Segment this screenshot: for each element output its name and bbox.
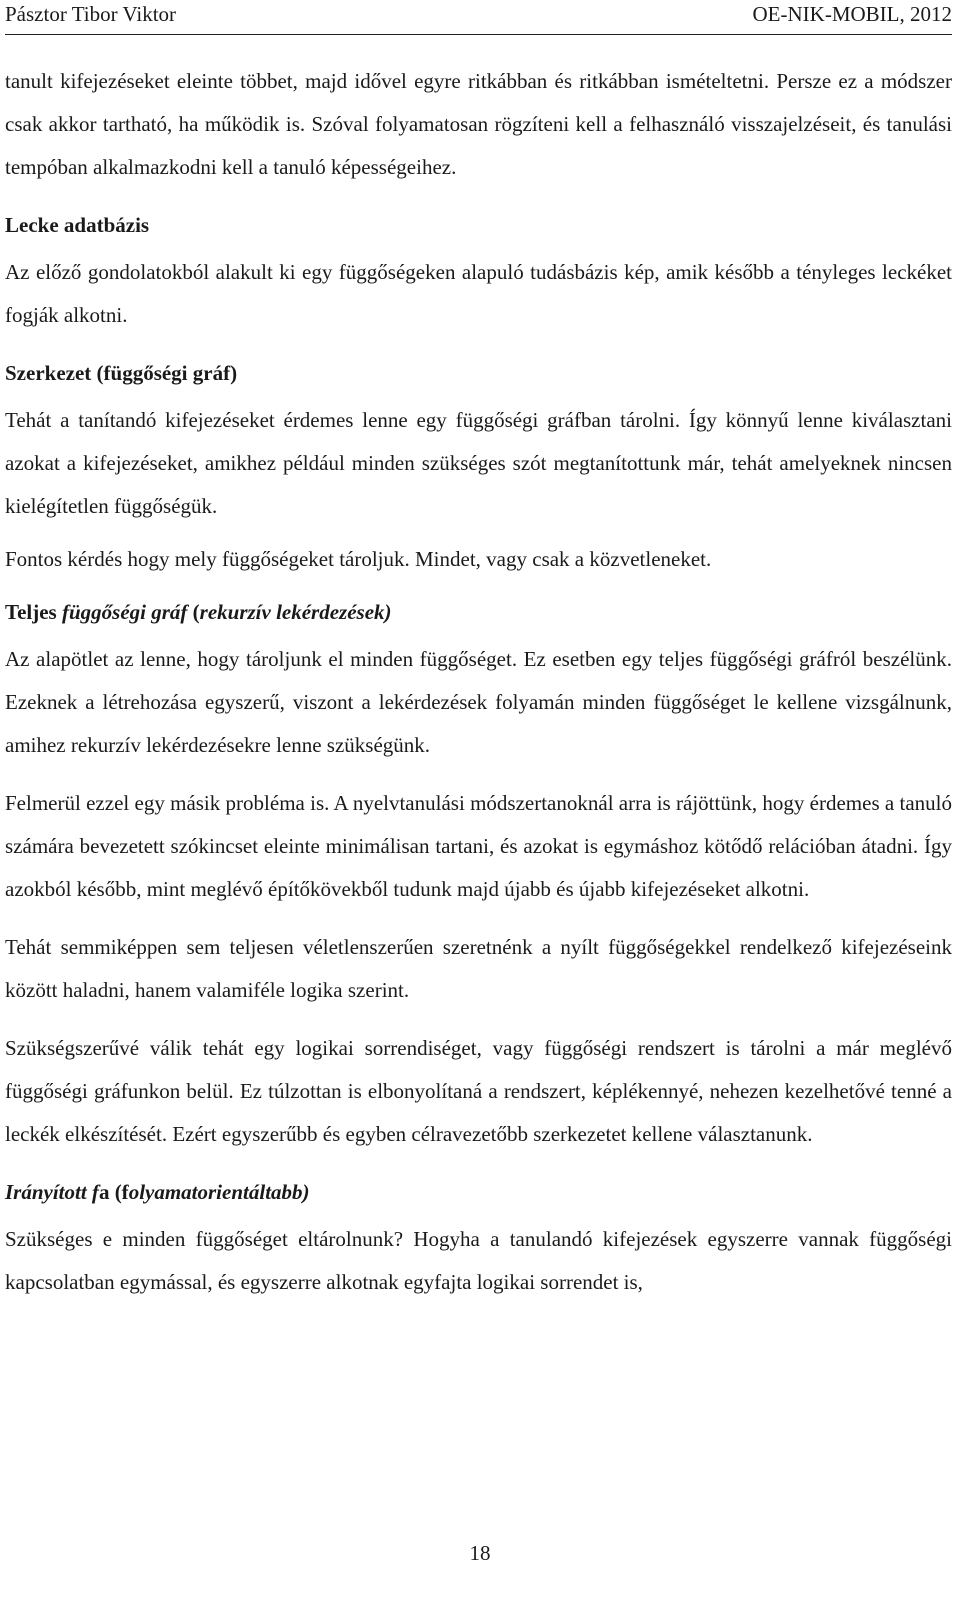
paragraph: Tehát semmiképpen sem teljesen véletlenszerűen szeretnénk a nyílt függőségekkel rendelkező kifejezéseink között haladni, hanem valamiféle logika szerint.	[5, 935, 952, 1002]
paragraph: Tehát a tanítandó kifejezéseket érdemes lenne egy függőségi gráfban tárolni. Így könnyű lenne kiválasztani azokat a kifejezéseket, amikhez például minden szükséges szót megtanítottunk már, tehát amelyeknek nincsen kielégítetlen függőségük.	[5, 408, 952, 518]
header-author: Pásztor Tibor Viktor	[5, 2, 177, 26]
paragraph: Az előző gondolatokból alakult ki egy függőségeken alapuló tudásbázis kép, amik később a tényleges leckéket fogják alkotni.	[5, 260, 952, 327]
page-header	[5, 0, 952, 35]
heading-part-italic: olyamatorientáltabb)	[128, 1180, 310, 1204]
heading-part: Teljes	[5, 600, 62, 624]
document-body	[5, 60, 952, 1319]
section-heading-iranyitott	[5, 1171, 952, 1214]
section-heading-lecke: Lecke adatbázis	[5, 213, 150, 237]
paragraph: Szükségszerűvé válik tehát egy logikai sorrendiséget, vagy függőségi rendszert is tárolni a már meglévő függőségi gráfunkon belül. Ez túlzottan is elbonyolítaná a rendszert, képlékennyé, nehezen kezelhetővé tenné a leckék elkészítését. Ezért egyszerűbb és egyben célravezetőbb szerkezetet kellene választanunk.	[5, 1036, 952, 1146]
page-number: 18	[469, 1541, 491, 1565]
section-heading-szerkezet: Szerkezet (függőségi gráf)	[5, 361, 238, 385]
heading-part: (	[187, 600, 200, 624]
heading-part: a (f	[98, 1180, 129, 1204]
section-heading-teljes	[5, 591, 952, 634]
heading-part-italic: függőségi gráf	[61, 600, 188, 624]
paragraph: Felmerül ezzel egy másik probléma is. A nyelvtanulási módszertanoknál arra is rájöttünk, hogy érdemes a tanuló számára bevezetett szókincset eleinte minimálisan tartani, és azokat is egymáshoz kötődő relációban átadni. Így azokból később, mint meglévő építőkövekből tudunk majd újabb és újabb kifejezéseket alkotni.	[5, 791, 952, 901]
paragraph: Az alapötlet az lenne, hogy tároljunk el minden függőséget. Ez esetben egy teljes függőségi gráfról beszélünk. Ezeknek a létrehozása egyszerű, viszont a lekérdezések folyamán minden függőséget le kellene vizsgálnunk, amihez rekurzív lekérdezésekre lenne szükségünk.	[5, 647, 952, 757]
heading-part-italic: rekurzív lekérdezések)	[199, 600, 392, 624]
paragraph: Fontos kérdés hogy mely függőségeket tároljuk. Mindet, vagy csak a közvetleneket.	[5, 547, 712, 571]
paragraph: tanult kifejezéseket eleinte többet, majd idővel egyre ritkábban és ritkábban ismételtetni. Persze ez a módszer csak akkor tartható, ha működik is. Szóval folyamatosan rögzíteni kell a felhasználó visszajelzéseit, és tanulási tempóban alkalmazkodni kell a tanuló képességeihez.	[5, 69, 952, 179]
paragraph: Szükséges e minden függőséget eltárolnunk? Hogyha a tanulandó kifejezések egyszerre vannak függőségi kapcsolatban egymással, és egyszerre alkotnak egyfajta logikai sorrendet is,	[5, 1227, 952, 1294]
heading-part-italic: Irányított f	[5, 1180, 99, 1204]
header-document-code: OE-NIK-MOBIL, 2012	[752, 2, 952, 26]
